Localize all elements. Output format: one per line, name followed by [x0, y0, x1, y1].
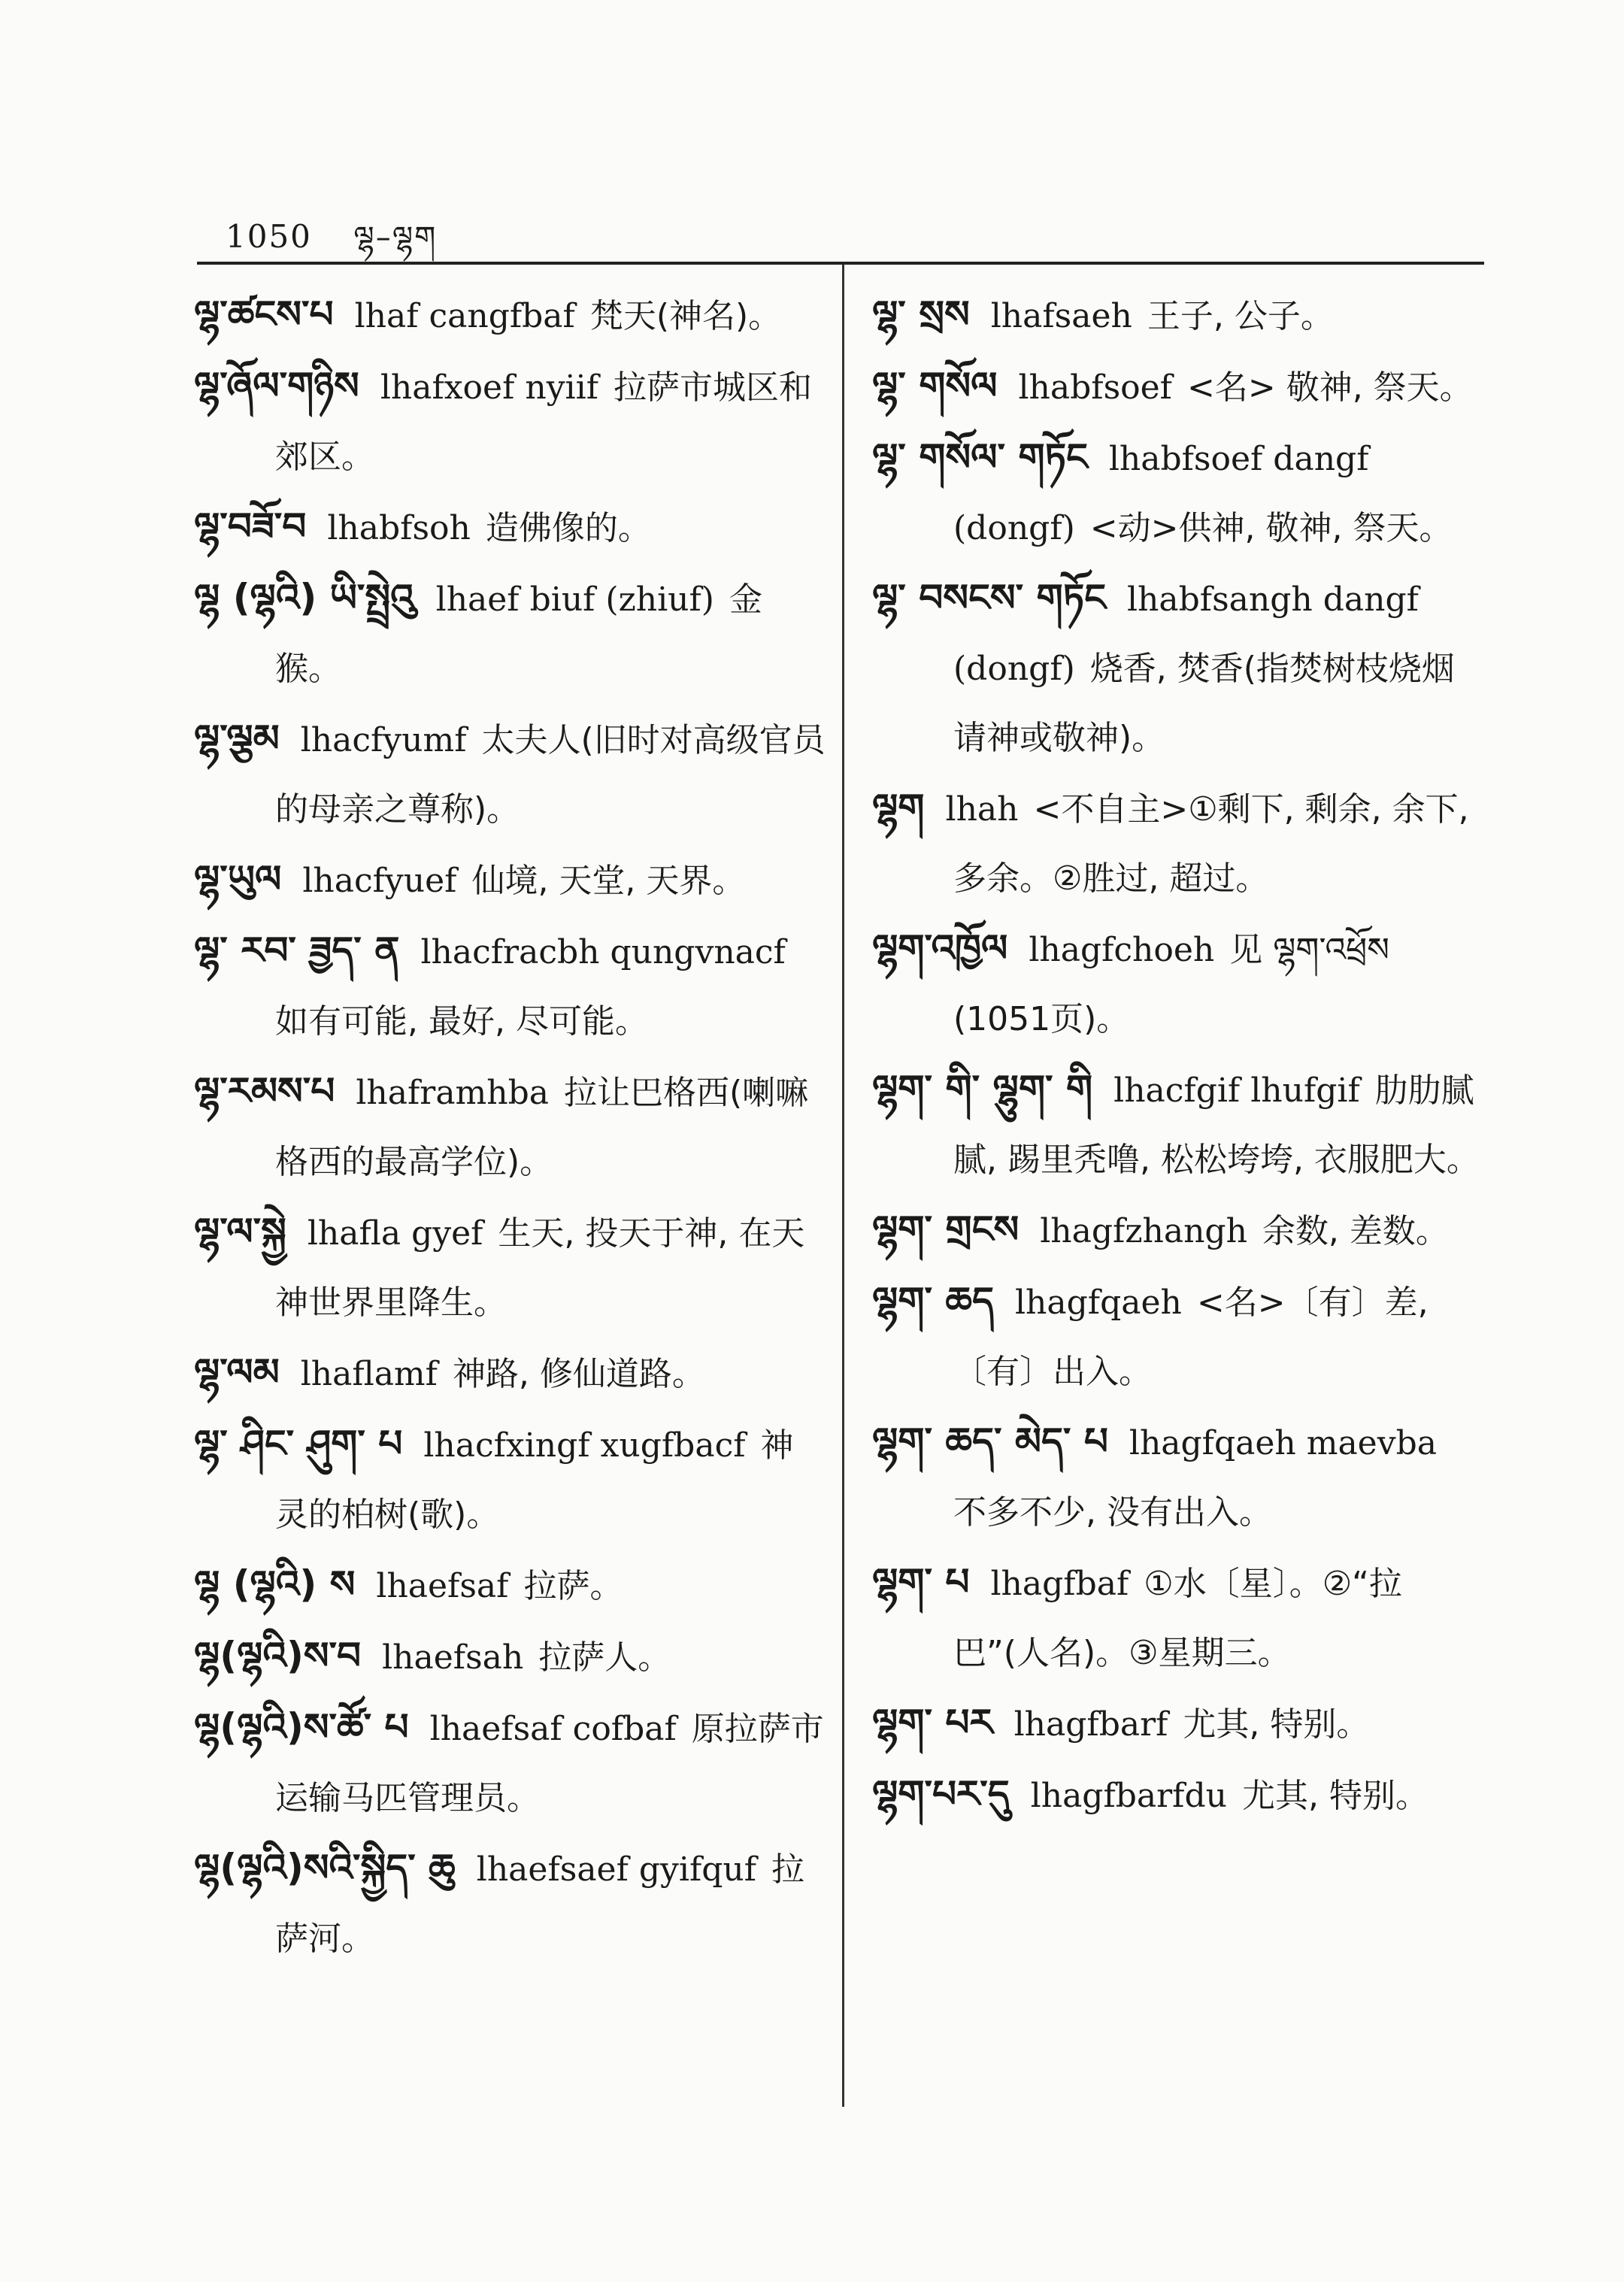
- entry-definition: <动>供神, 敬神, 祭天。: [1089, 509, 1453, 547]
- entry-phonetic: lhabfsoh: [327, 509, 471, 547]
- entry-definition: 拉让巴格西(喇嘛格西的最高学位)。: [275, 1074, 809, 1181]
- dictionary-entry: [194, 280, 826, 351]
- entry-definition: ①水〔星〕。②“拉巴”(人名)。③星期三。: [953, 1565, 1402, 1672]
- dictionary-entry: [872, 1547, 1481, 1688]
- entry-headword: ལྷག་ གྲངས: [872, 1208, 1020, 1251]
- entry-phonetic: lhaefsaf cofbaf: [429, 1710, 677, 1748]
- entry-definition: 拉萨人。: [538, 1638, 671, 1677]
- dictionary-entry: [194, 916, 826, 1056]
- entry-phonetic: lhaf cangfbaf: [354, 297, 575, 335]
- dictionary-entry: [872, 1054, 1481, 1195]
- dictionary-entry: [872, 1407, 1481, 1547]
- entry-headword: ལྷག: [872, 786, 925, 829]
- dictionary-entry: [872, 914, 1481, 1054]
- entry-definition: 如有可能, 最好, 尽可能。: [275, 1002, 648, 1041]
- dictionary-entry: [872, 773, 1481, 914]
- entry-definition: <名>〔有〕差, 〔有〕出入。: [953, 1283, 1429, 1391]
- entry-definition: 梵天(神名)。: [589, 297, 782, 335]
- dictionary-entry: [194, 1197, 826, 1338]
- entry-definition: 肋肋腻腻, 踢里秃噜, 松松垮垮, 衣服肥大。: [953, 1071, 1480, 1179]
- dictionary-entry: [194, 1409, 826, 1550]
- dictionary-entry: [194, 563, 826, 704]
- entry-headword: ལྷ་བཟོ་བ: [194, 505, 307, 548]
- page-number: 1050: [226, 218, 312, 255]
- dictionary-entry: [194, 1550, 826, 1621]
- entry-definition: 神灵的柏树(歌)。: [275, 1426, 794, 1534]
- right-column: [872, 280, 1481, 1831]
- entry-headword: ལྷ་ཚངས་པ: [194, 292, 334, 336]
- entry-phonetic: lhacfracbh qungvnacf: [420, 933, 786, 971]
- entry-definition: 见 ལྷག་འཕྲོས (1051页)。: [953, 931, 1389, 1038]
- entry-definition: 拉萨。: [523, 1567, 623, 1605]
- entry-definition: <名> 敬神, 祭天。: [1186, 368, 1473, 407]
- entry-headword: ལྷ་ལ་སྐྱེ: [194, 1210, 286, 1253]
- entry-phonetic: lhagfbaf: [990, 1565, 1129, 1603]
- entry-headword: ལྷག་འཁྱོལ: [872, 926, 1008, 970]
- dictionary-entry: [194, 1833, 826, 1974]
- dictionary-entry: [194, 351, 826, 492]
- dictionary-entry: [194, 844, 826, 916]
- entry-phonetic: lhaef biuf (zhiuf): [435, 580, 714, 619]
- entry-definition: 拉萨河。: [275, 1850, 805, 1958]
- entry-headword: ལྷ་ཞོལ་གཉིས: [194, 364, 359, 408]
- entry-definition: 王子, 公子。: [1147, 297, 1334, 335]
- entry-definition: <不自主>①剩下, 剩余, 余下, 多余。②胜过, 超过。: [953, 790, 1469, 898]
- entry-headword: ལྷག་ གི་ ལྷུག་ གི: [872, 1067, 1093, 1111]
- entry-phonetic: lhagfbarf: [1013, 1705, 1168, 1744]
- dictionary-entry: [194, 1693, 826, 1833]
- entry-headword: ལྷ་ ཤིང་ ཤུག་ པ: [194, 1422, 403, 1465]
- entry-headword: ལྷག་ ཆད་ མེད་ པ: [872, 1420, 1108, 1463]
- entry-definition: 神路, 修仙道路。: [452, 1355, 705, 1393]
- header-rule: [197, 262, 1484, 265]
- dictionary-entry: [872, 1195, 1481, 1266]
- entry-headword: ལྷ་ སྲས: [872, 292, 970, 336]
- dictionary-entry: [872, 1266, 1481, 1407]
- entry-phonetic: lhafsaeh: [990, 297, 1132, 335]
- entry-phonetic: lhaflamf: [300, 1355, 438, 1393]
- entry-phonetic: lhaefsah: [382, 1638, 524, 1677]
- page-header: [226, 203, 437, 288]
- dictionary-entry: [872, 563, 1481, 773]
- entry-headword: ལྷ(ལྷའི)ས་བ: [194, 1634, 362, 1677]
- entry-definition: 烧香, 焚香(指焚树枝烧烟请神或敬神)。: [953, 650, 1455, 757]
- running-head: ལྷ–ལྷག: [353, 220, 438, 255]
- entry-headword: ལྷ་ལམ: [194, 1350, 280, 1394]
- dictionary-entry: [194, 1056, 826, 1197]
- entry-phonetic: lhah: [945, 790, 1019, 829]
- entry-definition: 不多不少, 没有出入。: [953, 1493, 1272, 1532]
- entry-phonetic: lhafxoef nyiif: [380, 368, 598, 407]
- entry-definition: 太夫人(旧时对高级官员的母亲之尊称)。: [275, 721, 826, 829]
- entry-headword: ལྷག་ པར: [872, 1701, 993, 1744]
- entry-phonetic: lhaefsaf: [376, 1567, 509, 1605]
- entry-headword: ལྷ་རམས་པ: [194, 1069, 335, 1113]
- dictionary-entry: [872, 423, 1481, 563]
- dictionary-entry: [872, 351, 1481, 423]
- dictionary-entry: [194, 704, 826, 844]
- dictionary-entry: [194, 1621, 826, 1693]
- entry-definition: 造佛像的。: [485, 509, 651, 547]
- entry-phonetic: lhacfxingf xugfbacf: [423, 1426, 746, 1465]
- entry-phonetic: lhagfbarfdu: [1030, 1777, 1227, 1815]
- entry-phonetic: lhabfsangh dangf (dongf): [953, 580, 1419, 688]
- entry-headword: ལྷག་པར་དུ: [872, 1772, 1010, 1816]
- entry-phonetic: lhabfsoef dangf (dongf): [953, 440, 1369, 547]
- entry-definition: 拉萨市城区和郊区。: [275, 368, 812, 476]
- entry-phonetic: lhacfgif lhufgif: [1113, 1071, 1360, 1110]
- entry-headword: ལྷ་ཡུལ: [194, 857, 282, 901]
- entry-headword: ལྷ་ལྕམ: [194, 717, 280, 760]
- entry-definition: 金猴。: [275, 580, 762, 688]
- entry-phonetic: lhacfyumf: [300, 721, 467, 759]
- entry-headword: ལྷ (ལྷའི) ཡི་སྤྲེའུ: [194, 576, 415, 620]
- entry-headword: ལྷ་ རབ་ ཟྱད་ ན: [194, 929, 400, 972]
- dictionary-entry: [872, 1688, 1481, 1759]
- entry-phonetic: lhagfchoeh: [1029, 931, 1215, 969]
- entry-phonetic: lhacfyuef: [302, 862, 457, 900]
- entry-headword: ལྷ(ལྷའི)ས་ཚོ་ པ: [194, 1705, 409, 1749]
- entry-phonetic: lhaefsaef gyifquf: [476, 1850, 757, 1889]
- entry-definition: 尤其, 特别。: [1241, 1777, 1429, 1815]
- entry-phonetic: lhaframhba: [356, 1074, 550, 1112]
- entry-definition: 原拉萨市运输马匹管理员。: [275, 1710, 824, 1817]
- entry-definition: 余数, 差数。: [1262, 1212, 1449, 1250]
- entry-headword: ལྷ (ལྷའི) ས: [194, 1562, 356, 1606]
- entry-definition: 生天, 投天于神, 在天神世界里降生。: [275, 1214, 805, 1322]
- entry-headword: ལྷག་ ཆད: [872, 1279, 994, 1323]
- entry-headword: ལྷག་ པ: [872, 1560, 970, 1604]
- entry-phonetic: lhabfsoef: [1018, 368, 1172, 407]
- entry-headword: ལྷ་ གསོལ: [872, 364, 998, 408]
- dictionary-entry: [194, 1338, 826, 1409]
- column-divider: [842, 265, 844, 2107]
- entry-phonetic: lhagfqaeh: [1014, 1283, 1182, 1322]
- entry-definition: 尤其, 特别。: [1183, 1705, 1370, 1744]
- entry-headword: ལྷ(ལྷའི)སའི་སྐྱིད་ ཆུ: [194, 1846, 456, 1890]
- entry-phonetic: lhagfqaeh maevba: [1129, 1424, 1437, 1462]
- entry-phonetic: lhagfzhangh: [1040, 1212, 1247, 1250]
- entry-headword: ལྷ་ བསངས་ གཏོང: [872, 576, 1106, 620]
- entry-headword: ལྷ་ གསོལ་ གཏོང: [872, 435, 1088, 479]
- entry-definition: 仙境, 天堂, 天界。: [471, 862, 746, 900]
- left-column: [194, 280, 826, 1974]
- dictionary-entry: [194, 492, 826, 563]
- dictionary-entry: [872, 280, 1481, 351]
- dictionary-entry: [872, 1759, 1481, 1831]
- entry-phonetic: lhafla gyef: [307, 1214, 483, 1253]
